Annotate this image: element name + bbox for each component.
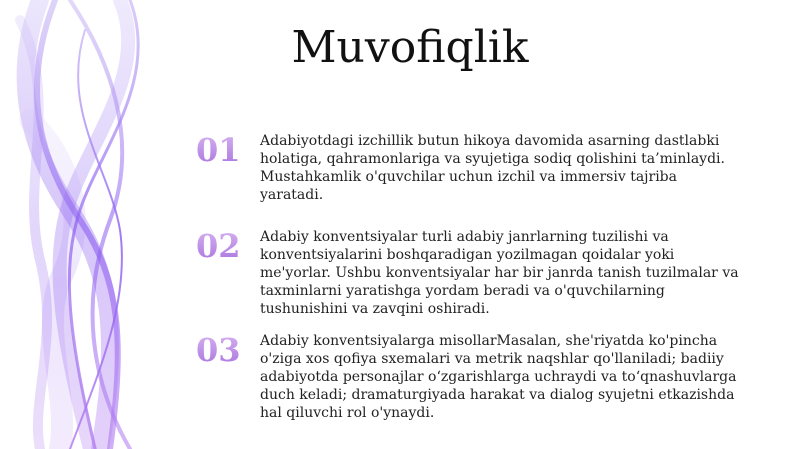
item-text: Adabiyotdagi izchillik butun hikoya davomida asarning dastlabki holatiga, qahramonlariga va syujetiga sodiq qolishini ta’minlaydi. Mustahkamlik o'quvchilar uchun izchil va immersiv tajriba yaratadi. [260, 133, 725, 203]
item-text: Adabiy konventsiyalarga misollarMasalan, she'riyatda ko'pincha o'ziga xos qofiya sxemalari va metrik naqshlar qo'llaniladi; badiiy adabiyotda personajlar o‘zgarishlarga uchraydi va to‘qnashuvlarga duch keladi; dramaturgiyada harakat va dialog syujetni etkazishda hal qiluvchi rol o'ynaydi. [260, 333, 737, 421]
item-number: 02 [196, 228, 252, 264]
item-text: Adabiy konventsiyalar turli adabiy janrlarning tuzilishi va konventsiyalarini boshqaradigan yozilmagan qoidalar yoki me'yorlar. Ushbu konventsiyalar har bir janrda tanish tuzilmalar va taxminlarni yaratishga yordam beradi va o'quvchilarning tushunishini va zavqini oshiradi. [260, 229, 739, 317]
item-number: 01 [196, 132, 252, 168]
item-number: 03 [196, 332, 252, 368]
slide-title: Muvofiqlik [291, 22, 529, 73]
